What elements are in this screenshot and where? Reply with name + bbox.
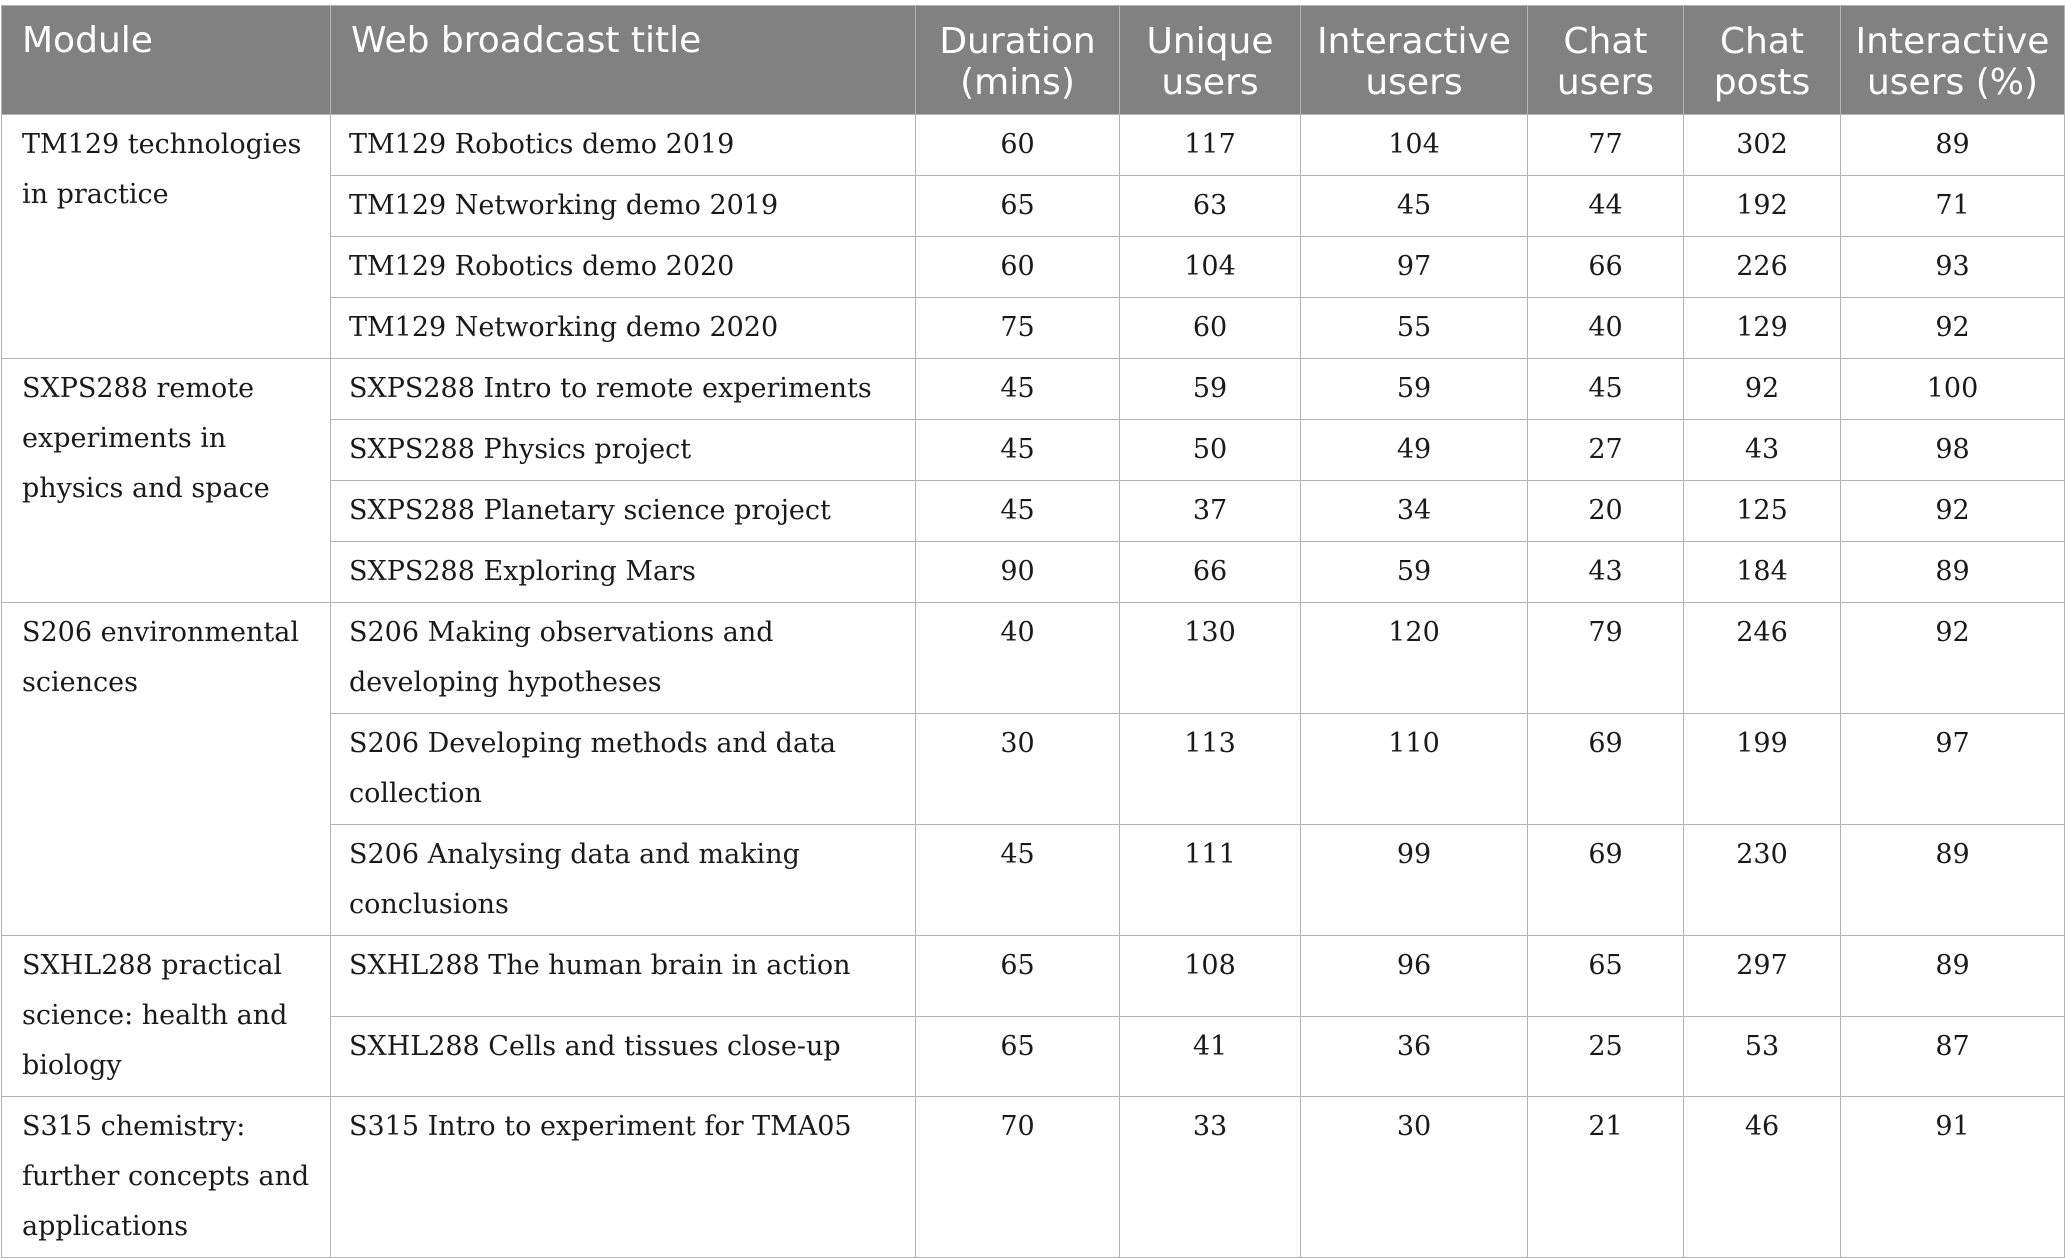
- table-row: [2, 603, 2065, 714]
- broadcast-title-cell: TM129 Networking demo 2020: [331, 298, 916, 359]
- interactive-users-cell: 55: [1301, 298, 1528, 359]
- chat-posts-cell: 199: [1684, 714, 1841, 825]
- chat-posts-cell: 302: [1684, 115, 1841, 176]
- chat-users-cell: 69: [1528, 825, 1684, 936]
- header-unique-users: Unique users: [1120, 6, 1301, 115]
- header-interactive-pct: Interactive users (%): [1841, 6, 2065, 115]
- header-title: Web broadcast title: [331, 6, 916, 115]
- unique-users-cell: 41: [1120, 1016, 1301, 1097]
- interactive-pct-cell: 92: [1841, 298, 2065, 359]
- header-chat-posts: Chat posts: [1684, 6, 1841, 115]
- chat-users-cell: 25: [1528, 1016, 1684, 1097]
- chat-users-cell: 65: [1528, 936, 1684, 1017]
- unique-users-cell: 111: [1120, 825, 1301, 936]
- duration-cell: 65: [916, 1016, 1120, 1097]
- chat-users-cell: 45: [1528, 359, 1684, 420]
- interactive-pct-cell: 97: [1841, 714, 2065, 825]
- header-chat-users: Chat users: [1528, 6, 1684, 115]
- unique-users-cell: 104: [1120, 237, 1301, 298]
- interactive-users-cell: 36: [1301, 1016, 1528, 1097]
- header-row: [2, 6, 2065, 115]
- interactive-users-cell: 34: [1301, 481, 1528, 542]
- interactive-pct-cell: 98: [1841, 420, 2065, 481]
- broadcast-title-cell: SXHL288 Cells and tissues close-up: [331, 1016, 916, 1097]
- duration-cell: 45: [916, 481, 1120, 542]
- interactive-pct-cell: 71: [1841, 176, 2065, 237]
- unique-users-cell: 66: [1120, 542, 1301, 603]
- interactive-users-cell: 97: [1301, 237, 1528, 298]
- interactive-users-cell: 59: [1301, 542, 1528, 603]
- chat-users-cell: 44: [1528, 176, 1684, 237]
- chat-posts-cell: 246: [1684, 603, 1841, 714]
- unique-users-cell: 59: [1120, 359, 1301, 420]
- broadcast-title-cell: S206 Making observations and developing hypotheses: [331, 603, 916, 714]
- chat-posts-cell: 46: [1684, 1097, 1841, 1258]
- chat-users-cell: 77: [1528, 115, 1684, 176]
- broadcast-title-cell: S206 Developing methods and data collection: [331, 714, 916, 825]
- interactive-pct-cell: 92: [1841, 481, 2065, 542]
- chat-users-cell: 40: [1528, 298, 1684, 359]
- interactive-pct-cell: 89: [1841, 115, 2065, 176]
- unique-users-cell: 108: [1120, 936, 1301, 1017]
- interactive-users-cell: 30: [1301, 1097, 1528, 1258]
- chat-posts-cell: 297: [1684, 936, 1841, 1017]
- table-row: [2, 1097, 2065, 1258]
- broadcast-title-cell: SXPS288 Intro to remote experiments: [331, 359, 916, 420]
- chat-users-cell: 21: [1528, 1097, 1684, 1258]
- duration-cell: 40: [916, 603, 1120, 714]
- interactive-users-cell: 59: [1301, 359, 1528, 420]
- duration-cell: 45: [916, 825, 1120, 936]
- chat-users-cell: 79: [1528, 603, 1684, 714]
- module-cell: SXHL288 practical science: health and biology: [2, 936, 331, 1097]
- broadcast-title-cell: S315 Intro to experiment for TMA05: [331, 1097, 916, 1258]
- chat-users-cell: 43: [1528, 542, 1684, 603]
- unique-users-cell: 33: [1120, 1097, 1301, 1258]
- module-cell: SXPS288 remote experiments in physics and space: [2, 359, 331, 603]
- interactive-pct-cell: 91: [1841, 1097, 2065, 1258]
- chat-users-cell: 69: [1528, 714, 1684, 825]
- interactive-users-cell: 120: [1301, 603, 1528, 714]
- broadcast-title-cell: SXPS288 Exploring Mars: [331, 542, 916, 603]
- interactive-pct-cell: 93: [1841, 237, 2065, 298]
- interactive-users-cell: 110: [1301, 714, 1528, 825]
- broadcast-title-cell: TM129 Robotics demo 2020: [331, 237, 916, 298]
- unique-users-cell: 113: [1120, 714, 1301, 825]
- module-cell: S206 environmental sciences: [2, 603, 331, 936]
- duration-cell: 75: [916, 298, 1120, 359]
- duration-cell: 70: [916, 1097, 1120, 1258]
- duration-cell: 65: [916, 176, 1120, 237]
- interactive-users-cell: 49: [1301, 420, 1528, 481]
- interactive-pct-cell: 89: [1841, 825, 2065, 936]
- interactive-pct-cell: 92: [1841, 603, 2065, 714]
- unique-users-cell: 60: [1120, 298, 1301, 359]
- duration-cell: 60: [916, 115, 1120, 176]
- broadcast-title-cell: TM129 Robotics demo 2019: [331, 115, 916, 176]
- duration-cell: 65: [916, 936, 1120, 1017]
- broadcast-title-cell: S206 Analysing data and making conclusions: [331, 825, 916, 936]
- broadcast-title-cell: TM129 Networking demo 2019: [331, 176, 916, 237]
- chat-posts-cell: 192: [1684, 176, 1841, 237]
- chat-posts-cell: 53: [1684, 1016, 1841, 1097]
- chat-posts-cell: 92: [1684, 359, 1841, 420]
- chat-users-cell: 27: [1528, 420, 1684, 481]
- chat-posts-cell: 230: [1684, 825, 1841, 936]
- interactive-users-cell: 96: [1301, 936, 1528, 1017]
- duration-cell: 60: [916, 237, 1120, 298]
- header-interactive-users: Interactive users: [1301, 6, 1528, 115]
- duration-cell: 45: [916, 420, 1120, 481]
- table-body: [2, 115, 2065, 1258]
- interactive-users-cell: 104: [1301, 115, 1528, 176]
- unique-users-cell: 50: [1120, 420, 1301, 481]
- duration-cell: 90: [916, 542, 1120, 603]
- duration-cell: 30: [916, 714, 1120, 825]
- interactive-users-cell: 99: [1301, 825, 1528, 936]
- broadcast-title-cell: SXPS288 Physics project: [331, 420, 916, 481]
- interactive-users-cell: 45: [1301, 176, 1528, 237]
- chat-posts-cell: 43: [1684, 420, 1841, 481]
- interactive-pct-cell: 89: [1841, 542, 2065, 603]
- broadcast-table: [1, 5, 2065, 1258]
- chat-users-cell: 66: [1528, 237, 1684, 298]
- chat-posts-cell: 125: [1684, 481, 1841, 542]
- duration-cell: 45: [916, 359, 1120, 420]
- interactive-pct-cell: 89: [1841, 936, 2065, 1017]
- module-cell: TM129 technologies in practice: [2, 115, 331, 359]
- interactive-pct-cell: 100: [1841, 359, 2065, 420]
- module-cell: S315 chemistry: further concepts and applications: [2, 1097, 331, 1258]
- table-row: [2, 115, 2065, 176]
- header-duration: Duration (mins): [916, 6, 1120, 115]
- table-row: [2, 936, 2065, 1017]
- chat-posts-cell: 129: [1684, 298, 1841, 359]
- header-module: Module: [2, 6, 331, 115]
- unique-users-cell: 117: [1120, 115, 1301, 176]
- broadcast-title-cell: SXHL288 The human brain in action: [331, 936, 916, 1017]
- chat-posts-cell: 226: [1684, 237, 1841, 298]
- chat-posts-cell: 184: [1684, 542, 1841, 603]
- unique-users-cell: 130: [1120, 603, 1301, 714]
- unique-users-cell: 63: [1120, 176, 1301, 237]
- interactive-pct-cell: 87: [1841, 1016, 2065, 1097]
- unique-users-cell: 37: [1120, 481, 1301, 542]
- table-row: [2, 359, 2065, 420]
- broadcast-title-cell: SXPS288 Planetary science project: [331, 481, 916, 542]
- chat-users-cell: 20: [1528, 481, 1684, 542]
